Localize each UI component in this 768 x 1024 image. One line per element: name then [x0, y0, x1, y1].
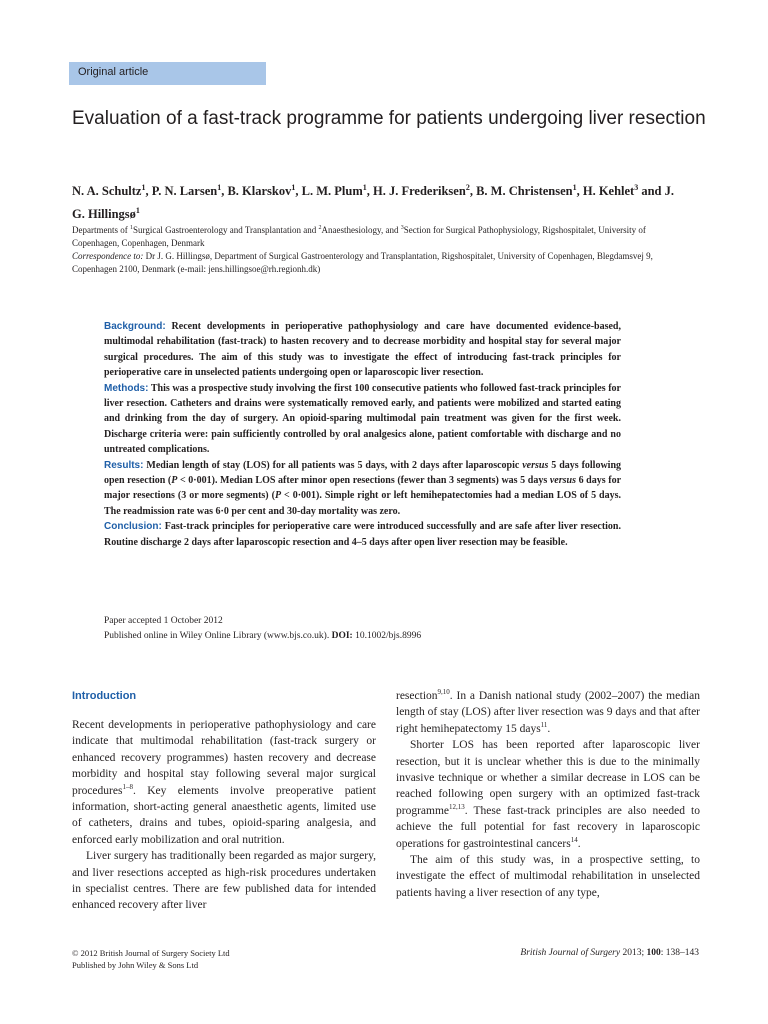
author: J. G. Hillingsø — [72, 184, 675, 222]
body-text: . — [547, 722, 551, 735]
abstract-conclusion — [104, 519, 621, 550]
author: H. Kehlet — [582, 184, 635, 199]
author-affil-sup: 1 — [135, 206, 140, 216]
author-affil-sup: 1 — [291, 183, 296, 192]
affil-sup: 3 — [400, 225, 404, 231]
abstract-text: Recent developments in perioperative pathophysiology and care have documented evidence-based, multimodal rehabilitation (fast-track) to hasten recovery and to decrease morbidity and hospital stay for several major surgical procedures. The aim of this study was to investigate the effect of introducing fast-track principles for perioperative care in unselected patients undergoing open or laparoscopic liver resection. — [104, 321, 621, 379]
doi-label: DOI: — [331, 631, 353, 641]
affil-part: Anaesthesiology, and — [321, 225, 399, 235]
body-paragraph — [72, 848, 376, 914]
body-text: The aim of this study was, in a prospective setting, to investigate the effect of multimodal rehabilitation in unselected patients having a liver resection of any type, — [396, 854, 700, 899]
abstract-text: Median length of stay (LOS) for all patients was 5 days, with 2 days after laparoscopic — [146, 459, 520, 471]
correspondence-text: Dr J. G. Hillingsø, Department of Surgical Gastroenterology and Transplantation, Rigshospitalet, University of Copenhagen, Blegdamsvej 9, Copenhagen 2100, Denmark (e-mail: jens.hillingsoe@rh.regionh.dk) — [72, 251, 653, 274]
abstract-italic: P — [171, 475, 178, 487]
abstract-text: < 0·001). Simple right or left hemihepatectomies had a median LOS of 5 days. The readmission rate was 6·0 per cent and 30-day mortality was zero. — [104, 490, 621, 517]
accepted-date: Paper accepted 1 October 2012 — [104, 616, 223, 626]
body-text: . In a Danish national study (2002–2007) the median length of stay (LOS) after liver resection was 9 days and that after right hemihepatectomy 15 days — [396, 690, 701, 735]
body-paragraph — [396, 688, 700, 737]
citation-ref[interactable]: 14 — [570, 835, 578, 844]
body-text: . Key elements involve preoperative patient information, short-acting general anaesthetic agents, limited use of catheters, drains and tubes, opioid-sparing analgesia, and enforced early mobilization and oral nutrition. — [72, 784, 376, 846]
author: B. M. Christensen — [476, 184, 573, 199]
citation-ref[interactable]: 9,10 — [437, 688, 450, 697]
citation-ref[interactable]: 1–8 — [122, 782, 133, 791]
abstract-background — [104, 319, 621, 381]
article-type-badge: Original article — [69, 62, 266, 85]
body-paragraph — [72, 717, 376, 848]
citation-ref[interactable]: 11 — [540, 720, 548, 729]
journal-name: British Journal of Surgery — [520, 948, 621, 958]
author-list: N. A. Schultz$^1$, P. N. Larsen$^1$, B. Klarskov$^1$, L. M. Plum$^1$, H. J. Frederiksen$^2$, B. M. Christensen$^1$, H. Kehlet$^3$ and J. G. Hillingsø$^1$ — [72, 183, 675, 222]
footer-citation — [396, 948, 699, 960]
author-affil-sup: 2 — [465, 183, 470, 192]
correspondence-label: Correspondence to: — [72, 251, 144, 261]
body-column-left — [72, 688, 376, 914]
publisher-line: Published by John Wiley & Sons Ltd — [72, 959, 199, 970]
abstract-label: Methods: — [104, 382, 149, 394]
affil-sup: 2 — [318, 225, 322, 231]
affil-prefix: Departments of — [72, 225, 128, 235]
affiliation-line — [72, 222, 692, 250]
abstract-text: 6 days for major resections (3 or more segments) ( — [104, 475, 622, 502]
author: H. J. Frederiksen — [372, 184, 466, 199]
body-text: Recent developments in perioperative pathophysiology and care indicate that multimodal rehabilitation (fast-track surgery or enhanced recovery programmes) hasten recovery and decrease morbidity and hospital stay following several major surgical procedures — [72, 719, 376, 797]
body-text: Liver surgery has traditionally been regarded as major surgery, and liver resections accepted as high-risk procedures undertaken in specialist centres. There are few published data for intended enhanced recovery after liver — [72, 850, 376, 912]
author-affil-sup: 1 — [362, 183, 367, 192]
section-heading: Introduction — [72, 690, 137, 702]
article-title: Evaluation of a fast-track programme for patients undergoing liver resection — [72, 108, 706, 129]
author-affil-sup: 1 — [217, 183, 222, 192]
correspondence — [72, 250, 692, 276]
published-line — [104, 629, 624, 644]
author-affil-sup: 1 — [572, 183, 577, 192]
affil-part: Section for Surgical Pathophysiology, Rigshospitalet, University of Copenhagen, Copenhagen, Denmark — [72, 225, 646, 248]
abstract-text: This was a prospective study involving the first 100 consecutive patients who followed fast-track principles for liver resection. Catheters and drains were systematically removed early, and patients were mobilized and started eating and drinking from the day of surgery. An opioid-sparing multimodal pain treatment was given for the first week. Discharge criteria were: pain sufficiently controlled by oral analgesics alone, patient comfortable with discharge and no untreated complications. — [104, 382, 621, 456]
abstract-italic: versus — [549, 475, 576, 487]
abstract — [104, 319, 621, 550]
journal-year: 2013; — [622, 948, 645, 958]
copyright-line: © 2012 British Journal of Surgery Society Ltd — [72, 948, 230, 958]
body-text: Shorter LOS has been reported after laparoscopic liver resection, but it is unclear whether this is due to the minimally invasive technique or whether a similar decrease in LOS can be reached following open surgery with an optimized fast-track programme — [396, 739, 700, 817]
abstract-methods — [104, 381, 621, 458]
abstract-text: Fast-track principles for perioperative care were introduced successfully and are safe after liver resection. Routine discharge 2 days after laparoscopic resection and 4–5 days after open liver resection may be feasible. — [104, 521, 621, 548]
author: N. A. Schultz — [72, 184, 142, 199]
author: L. M. Plum — [301, 184, 363, 199]
abstract-italic: versus — [522, 459, 549, 471]
citation-ref[interactable]: 12,13 — [449, 803, 465, 812]
affil-sup: 1 — [129, 225, 133, 231]
body-paragraph — [396, 737, 700, 852]
author-affil-sup: 3 — [634, 183, 639, 192]
abstract-text: < 0·001). Median LOS after minor open resections (fewer than 3 segments) was 5 days — [179, 475, 548, 487]
author-affil-sup: 1 — [141, 183, 146, 192]
affiliations — [72, 222, 692, 276]
abstract-label: Background: — [104, 321, 166, 332]
abstract-text: 5 days following open resection ( — [104, 459, 622, 487]
published-text: Published online in Wiley Online Library (www.bjs.co.uk). — [104, 631, 330, 641]
abstract-italic: P — [274, 490, 282, 502]
body-paragraph — [396, 852, 700, 901]
journal-volume: 100 — [646, 948, 661, 958]
abstract-label: Conclusion: — [104, 521, 162, 533]
abstract-label: Results: — [104, 459, 144, 471]
body-column-right — [396, 688, 700, 901]
doi-link[interactable]: 10.1002/bjs.8996 — [355, 631, 422, 641]
author: B. Klarskov — [227, 184, 292, 199]
author: P. N. Larsen — [151, 184, 218, 199]
body-text: . — [577, 837, 581, 850]
body-text: resection — [396, 690, 438, 702]
footer-copyright — [72, 948, 372, 971]
body-text: . These fast-track principles are also needed to achieve the full potential for fast recovery in laparoscopic operations for gastrointestinal cancers — [396, 804, 700, 850]
journal-pages: : 138–143 — [660, 948, 699, 958]
affil-part: Surgical Gastroenterology and Transplantation and — [132, 225, 317, 235]
abstract-results — [104, 458, 621, 520]
publication-info — [104, 614, 624, 644]
